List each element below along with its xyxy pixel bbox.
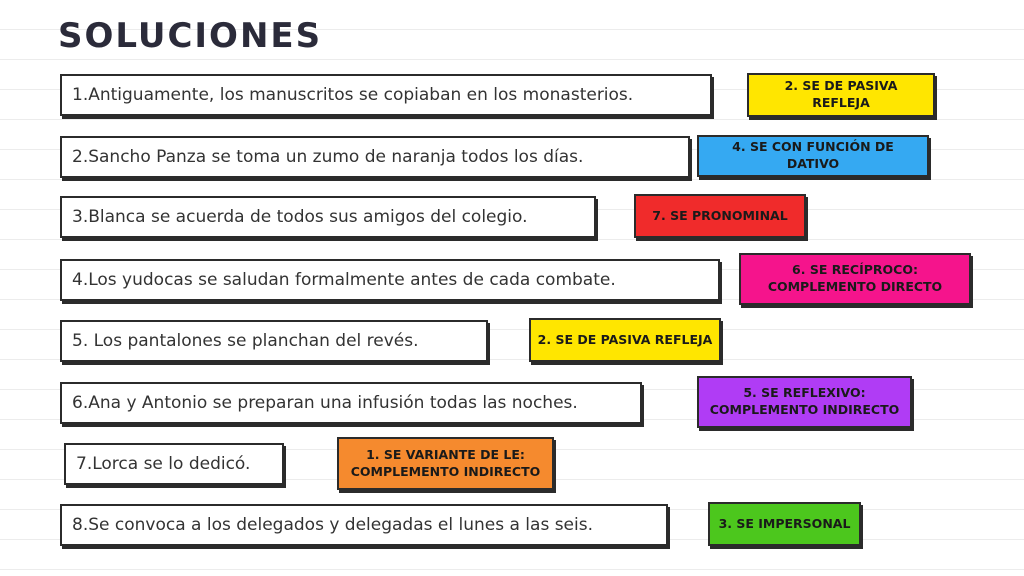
sentence-4: 4.Los yudocas se saludan formalmente antes de cada combate. — [60, 259, 720, 301]
sentence-5: 5. Los pantalones se planchan del revés. — [60, 320, 488, 362]
answer-tag-text-2: COMPLEMENTO INDIRECTO — [709, 402, 900, 417]
answer-tag-1 — [747, 73, 935, 117]
answer-tag-text: 5. SE REFLEXIVO: — [743, 385, 866, 401]
answer-tag-8 — [708, 502, 861, 546]
answer-tag-text: 2. SE DE PASIVA REFLEJA — [784, 78, 898, 110]
answer-tag-2 — [697, 135, 929, 177]
answer-tag-text: 7. SE PRONOMINAL — [652, 207, 788, 223]
answer-tag-text: 1. SE VARIANTE DE LE: — [366, 446, 525, 462]
answer-tag-4 — [739, 253, 971, 305]
answer-tag-text: 2. SE DE PASIVA REFLEJA — [537, 331, 713, 347]
sentence-6: 6.Ana y Antonio se preparan una infusión todas las noches. — [60, 382, 642, 424]
sentence-7: 7.Lorca se lo dedicó. — [64, 443, 284, 485]
answer-tag-text: 6. SE RECÍPROCO: — [792, 262, 918, 278]
sentence-1: 1.Antiguamente, los manuscritos se copiaban en los monasterios. — [60, 74, 712, 116]
answer-tag-text-2: COMPLEMENTO DIRECTO — [767, 279, 943, 294]
page-title: SOLUCIONES — [58, 16, 323, 56]
sentence-2: 2.Sancho Panza se toma un zumo de naranja todos los días. — [60, 136, 690, 178]
sentence-8: 8.Se convoca a los delegados y delegadas el lunes a las seis. — [60, 504, 668, 546]
sentence-3: 3.Blanca se acuerda de todos sus amigos del colegio. — [60, 196, 596, 238]
answer-tag-7 — [337, 437, 554, 490]
answer-tag-text-2: COMPLEMENTO INDIRECTO — [350, 463, 541, 479]
answer-tag-text: 3. SE IMPERSONAL — [718, 515, 851, 531]
answer-tag-5 — [529, 318, 721, 362]
answer-tag-text: 4. SE CON FUNCIÓN DE DATIVO — [732, 139, 894, 171]
answer-tag-3 — [634, 194, 806, 238]
answer-tag-6 — [697, 376, 912, 428]
